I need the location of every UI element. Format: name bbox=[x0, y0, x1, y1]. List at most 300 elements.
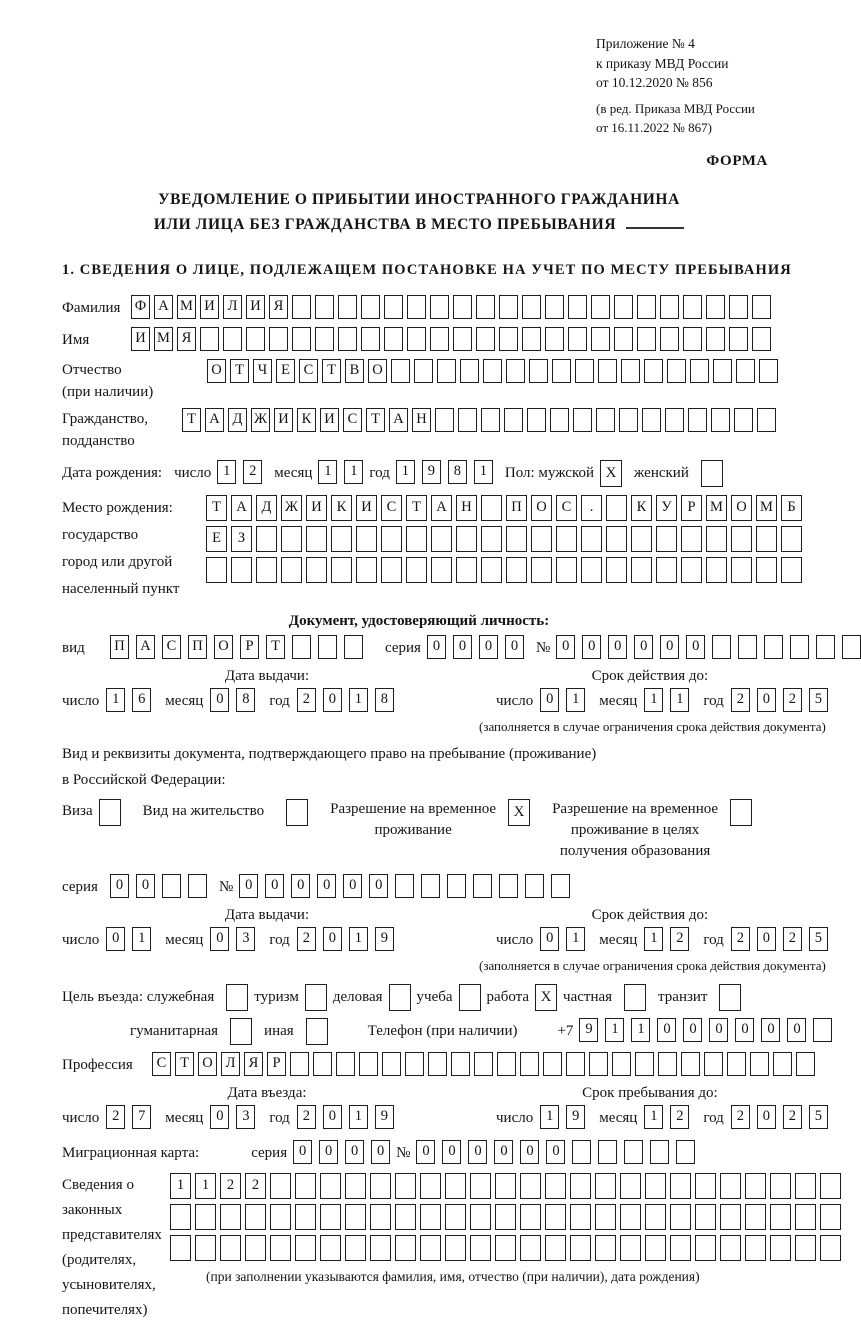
char-box[interactable]: А bbox=[154, 295, 173, 319]
char-box[interactable] bbox=[759, 359, 778, 383]
char-box[interactable] bbox=[665, 408, 684, 432]
char-box[interactable]: 8 bbox=[236, 688, 255, 712]
char-box[interactable] bbox=[635, 1052, 654, 1076]
char-box[interactable] bbox=[614, 327, 633, 351]
char-box[interactable]: 1 bbox=[474, 460, 493, 484]
char-box[interactable]: С bbox=[162, 635, 181, 659]
char-box[interactable]: 0 bbox=[505, 635, 524, 659]
char-box[interactable]: 9 bbox=[566, 1105, 585, 1129]
char-box[interactable] bbox=[656, 526, 677, 552]
char-box[interactable] bbox=[543, 1052, 562, 1076]
char-box[interactable]: 0 bbox=[371, 1140, 390, 1164]
char-box[interactable] bbox=[481, 526, 502, 552]
char-box[interactable] bbox=[695, 1173, 716, 1199]
char-box[interactable] bbox=[706, 295, 725, 319]
char-box[interactable] bbox=[470, 1204, 491, 1230]
char-box[interactable]: 2 bbox=[670, 927, 689, 951]
char-box[interactable] bbox=[456, 526, 477, 552]
char-box[interactable] bbox=[683, 295, 702, 319]
char-box[interactable] bbox=[370, 1204, 391, 1230]
temp-residence-edu-checkbox[interactable] bbox=[730, 799, 752, 826]
char-box[interactable] bbox=[481, 408, 500, 432]
purpose-work-checkbox[interactable]: X bbox=[535, 984, 557, 1011]
char-box[interactable] bbox=[395, 1173, 416, 1199]
char-box[interactable]: А bbox=[389, 408, 408, 432]
char-box[interactable] bbox=[473, 874, 492, 898]
char-box[interactable] bbox=[525, 874, 544, 898]
char-box[interactable] bbox=[598, 1140, 617, 1164]
char-box[interactable] bbox=[520, 1204, 541, 1230]
char-box[interactable] bbox=[660, 327, 679, 351]
char-box[interactable]: 0 bbox=[265, 874, 284, 898]
char-box[interactable] bbox=[731, 526, 752, 552]
char-box[interactable]: П bbox=[188, 635, 207, 659]
char-box[interactable] bbox=[552, 359, 571, 383]
char-box[interactable] bbox=[650, 1140, 669, 1164]
char-box[interactable]: 0 bbox=[323, 1105, 342, 1129]
char-box[interactable] bbox=[447, 874, 466, 898]
char-box[interactable]: 1 bbox=[132, 927, 151, 951]
char-box[interactable]: 0 bbox=[634, 635, 653, 659]
char-box[interactable] bbox=[738, 635, 757, 659]
char-box[interactable] bbox=[706, 327, 725, 351]
char-box[interactable]: 1 bbox=[644, 688, 663, 712]
char-box[interactable] bbox=[437, 359, 456, 383]
char-box[interactable] bbox=[720, 1235, 741, 1261]
char-box[interactable] bbox=[712, 635, 731, 659]
char-box[interactable] bbox=[269, 327, 288, 351]
char-box[interactable]: 1 bbox=[349, 927, 368, 951]
char-box[interactable] bbox=[460, 359, 479, 383]
char-box[interactable] bbox=[731, 557, 752, 583]
char-box[interactable]: 9 bbox=[375, 1105, 394, 1129]
char-box[interactable] bbox=[504, 408, 523, 432]
char-box[interactable]: Т bbox=[230, 359, 249, 383]
char-box[interactable]: Ф bbox=[131, 295, 150, 319]
char-box[interactable] bbox=[458, 408, 477, 432]
char-box[interactable] bbox=[790, 635, 809, 659]
char-box[interactable]: 1 bbox=[396, 460, 415, 484]
char-box[interactable] bbox=[595, 1173, 616, 1199]
char-box[interactable] bbox=[345, 1204, 366, 1230]
char-box[interactable] bbox=[581, 557, 602, 583]
char-box[interactable] bbox=[734, 408, 753, 432]
char-box[interactable] bbox=[591, 327, 610, 351]
char-box[interactable] bbox=[406, 557, 427, 583]
char-box[interactable] bbox=[756, 557, 777, 583]
char-box[interactable]: 9 bbox=[375, 927, 394, 951]
char-box[interactable] bbox=[499, 327, 518, 351]
char-box[interactable] bbox=[781, 526, 802, 552]
char-box[interactable] bbox=[345, 1235, 366, 1261]
char-box[interactable] bbox=[292, 635, 311, 659]
char-box[interactable]: Т bbox=[266, 635, 285, 659]
char-box[interactable] bbox=[435, 408, 454, 432]
char-box[interactable]: К bbox=[631, 495, 652, 521]
char-box[interactable]: 0 bbox=[479, 635, 498, 659]
char-box[interactable] bbox=[344, 635, 363, 659]
char-box[interactable]: 1 bbox=[349, 688, 368, 712]
char-box[interactable] bbox=[245, 1204, 266, 1230]
char-box[interactable] bbox=[170, 1235, 191, 1261]
char-box[interactable] bbox=[531, 557, 552, 583]
char-box[interactable] bbox=[338, 295, 357, 319]
char-box[interactable] bbox=[591, 295, 610, 319]
char-box[interactable] bbox=[656, 557, 677, 583]
char-box[interactable]: 0 bbox=[520, 1140, 539, 1164]
char-box[interactable] bbox=[752, 327, 771, 351]
char-box[interactable] bbox=[382, 1052, 401, 1076]
char-box[interactable]: 1 bbox=[644, 1105, 663, 1129]
char-box[interactable] bbox=[795, 1235, 816, 1261]
char-box[interactable] bbox=[770, 1204, 791, 1230]
char-box[interactable] bbox=[619, 408, 638, 432]
char-box[interactable]: Б bbox=[781, 495, 802, 521]
char-box[interactable] bbox=[706, 557, 727, 583]
char-box[interactable]: 1 bbox=[631, 1018, 650, 1042]
char-box[interactable]: 0 bbox=[468, 1140, 487, 1164]
char-box[interactable] bbox=[292, 327, 311, 351]
char-box[interactable] bbox=[481, 557, 502, 583]
char-box[interactable] bbox=[245, 1235, 266, 1261]
char-box[interactable] bbox=[281, 557, 302, 583]
char-box[interactable] bbox=[453, 327, 472, 351]
char-box[interactable]: А bbox=[431, 495, 452, 521]
char-box[interactable] bbox=[395, 874, 414, 898]
char-box[interactable] bbox=[795, 1204, 816, 1230]
char-box[interactable] bbox=[495, 1204, 516, 1230]
char-box[interactable] bbox=[556, 557, 577, 583]
char-box[interactable]: 0 bbox=[136, 874, 155, 898]
char-box[interactable] bbox=[683, 327, 702, 351]
char-box[interactable] bbox=[631, 526, 652, 552]
char-box[interactable]: М bbox=[154, 327, 173, 351]
char-box[interactable] bbox=[270, 1204, 291, 1230]
char-box[interactable] bbox=[414, 359, 433, 383]
char-box[interactable] bbox=[550, 408, 569, 432]
char-box[interactable] bbox=[676, 1140, 695, 1164]
char-box[interactable] bbox=[195, 1235, 216, 1261]
char-box[interactable]: 1 bbox=[106, 688, 125, 712]
purpose-official-checkbox[interactable] bbox=[226, 984, 248, 1011]
char-box[interactable] bbox=[522, 295, 541, 319]
char-box[interactable]: Ж bbox=[281, 495, 302, 521]
char-box[interactable]: 0 bbox=[787, 1018, 806, 1042]
char-box[interactable]: 0 bbox=[686, 635, 705, 659]
char-box[interactable] bbox=[620, 1235, 641, 1261]
char-box[interactable]: О bbox=[531, 495, 552, 521]
char-box[interactable] bbox=[729, 327, 748, 351]
char-box[interactable]: О bbox=[368, 359, 387, 383]
char-box[interactable]: Д bbox=[256, 495, 277, 521]
char-box[interactable] bbox=[745, 1204, 766, 1230]
char-box[interactable] bbox=[570, 1173, 591, 1199]
char-box[interactable] bbox=[637, 327, 656, 351]
char-box[interactable]: Н bbox=[412, 408, 431, 432]
char-box[interactable]: 8 bbox=[448, 460, 467, 484]
char-box[interactable]: 2 bbox=[245, 1173, 266, 1199]
purpose-other-checkbox[interactable] bbox=[306, 1018, 328, 1045]
char-box[interactable]: В bbox=[345, 359, 364, 383]
char-box[interactable]: Ж bbox=[251, 408, 270, 432]
char-box[interactable]: 1 bbox=[170, 1173, 191, 1199]
char-box[interactable]: М bbox=[177, 295, 196, 319]
char-box[interactable]: 0 bbox=[239, 874, 258, 898]
char-box[interactable]: 5 bbox=[809, 1105, 828, 1129]
char-box[interactable]: 1 bbox=[670, 688, 689, 712]
char-box[interactable] bbox=[495, 1173, 516, 1199]
char-box[interactable] bbox=[695, 1204, 716, 1230]
char-box[interactable] bbox=[481, 495, 502, 521]
char-box[interactable] bbox=[445, 1204, 466, 1230]
char-box[interactable] bbox=[384, 295, 403, 319]
char-box[interactable] bbox=[356, 557, 377, 583]
char-box[interactable] bbox=[428, 1052, 447, 1076]
char-box[interactable]: 0 bbox=[319, 1140, 338, 1164]
char-box[interactable] bbox=[606, 495, 627, 521]
char-box[interactable]: 0 bbox=[427, 635, 446, 659]
char-box[interactable]: Т bbox=[406, 495, 427, 521]
char-box[interactable]: 0 bbox=[110, 874, 129, 898]
char-box[interactable]: 2 bbox=[783, 1105, 802, 1129]
char-box[interactable] bbox=[720, 1204, 741, 1230]
char-box[interactable]: 3 bbox=[236, 927, 255, 951]
char-box[interactable] bbox=[745, 1235, 766, 1261]
purpose-transit-checkbox[interactable] bbox=[719, 984, 741, 1011]
char-box[interactable] bbox=[495, 1235, 516, 1261]
char-box[interactable] bbox=[670, 1204, 691, 1230]
char-box[interactable]: 0 bbox=[317, 874, 336, 898]
char-box[interactable] bbox=[551, 874, 570, 898]
char-box[interactable] bbox=[620, 1173, 641, 1199]
char-box[interactable]: Е bbox=[276, 359, 295, 383]
char-box[interactable] bbox=[476, 295, 495, 319]
char-box[interactable]: 2 bbox=[783, 688, 802, 712]
char-box[interactable]: А bbox=[205, 408, 224, 432]
char-box[interactable] bbox=[820, 1235, 841, 1261]
char-box[interactable] bbox=[356, 526, 377, 552]
char-box[interactable]: 2 bbox=[670, 1105, 689, 1129]
char-box[interactable] bbox=[820, 1173, 841, 1199]
residence-permit-checkbox[interactable] bbox=[286, 799, 308, 826]
char-box[interactable] bbox=[336, 1052, 355, 1076]
char-box[interactable]: 1 bbox=[349, 1105, 368, 1129]
char-box[interactable]: С bbox=[343, 408, 362, 432]
char-box[interactable] bbox=[421, 874, 440, 898]
char-box[interactable] bbox=[773, 1052, 792, 1076]
char-box[interactable] bbox=[246, 327, 265, 351]
char-box[interactable] bbox=[704, 1052, 723, 1076]
char-box[interactable]: П bbox=[110, 635, 129, 659]
char-box[interactable]: У bbox=[656, 495, 677, 521]
char-box[interactable]: И bbox=[274, 408, 293, 432]
char-box[interactable]: 3 bbox=[236, 1105, 255, 1129]
char-box[interactable]: 2 bbox=[243, 460, 262, 484]
char-box[interactable] bbox=[506, 557, 527, 583]
char-box[interactable] bbox=[595, 1204, 616, 1230]
char-box[interactable]: 5 bbox=[809, 688, 828, 712]
char-box[interactable] bbox=[529, 359, 548, 383]
char-box[interactable] bbox=[281, 526, 302, 552]
char-box[interactable]: Д bbox=[228, 408, 247, 432]
char-box[interactable] bbox=[637, 295, 656, 319]
char-box[interactable]: Я bbox=[244, 1052, 263, 1076]
char-box[interactable] bbox=[720, 1173, 741, 1199]
char-box[interactable] bbox=[531, 526, 552, 552]
char-box[interactable]: 1 bbox=[605, 1018, 624, 1042]
char-box[interactable] bbox=[752, 295, 771, 319]
char-box[interactable] bbox=[644, 359, 663, 383]
char-box[interactable]: И bbox=[356, 495, 377, 521]
purpose-study-checkbox[interactable] bbox=[459, 984, 481, 1011]
char-box[interactable]: Р bbox=[267, 1052, 286, 1076]
char-box[interactable]: Р bbox=[681, 495, 702, 521]
char-box[interactable] bbox=[220, 1235, 241, 1261]
char-box[interactable]: 2 bbox=[297, 688, 316, 712]
char-box[interactable] bbox=[606, 557, 627, 583]
char-box[interactable]: 2 bbox=[220, 1173, 241, 1199]
char-box[interactable] bbox=[430, 295, 449, 319]
char-box[interactable] bbox=[727, 1052, 746, 1076]
char-box[interactable]: 0 bbox=[546, 1140, 565, 1164]
char-box[interactable] bbox=[566, 1052, 585, 1076]
char-box[interactable] bbox=[842, 635, 861, 659]
char-box[interactable] bbox=[474, 1052, 493, 1076]
char-box[interactable]: 1 bbox=[566, 927, 585, 951]
char-box[interactable] bbox=[624, 1140, 643, 1164]
char-box[interactable] bbox=[200, 327, 219, 351]
char-box[interactable] bbox=[581, 526, 602, 552]
char-box[interactable]: 1 bbox=[344, 460, 363, 484]
char-box[interactable] bbox=[681, 557, 702, 583]
char-box[interactable] bbox=[170, 1204, 191, 1230]
char-box[interactable]: 0 bbox=[757, 688, 776, 712]
char-box[interactable]: 0 bbox=[323, 688, 342, 712]
char-box[interactable]: 1 bbox=[644, 927, 663, 951]
char-box[interactable]: 6 bbox=[132, 688, 151, 712]
char-box[interactable] bbox=[645, 1235, 666, 1261]
char-box[interactable] bbox=[575, 359, 594, 383]
char-box[interactable] bbox=[681, 526, 702, 552]
char-box[interactable] bbox=[612, 1052, 631, 1076]
char-box[interactable]: 2 bbox=[731, 927, 750, 951]
char-box[interactable]: 0 bbox=[757, 927, 776, 951]
char-box[interactable] bbox=[270, 1173, 291, 1199]
char-box[interactable] bbox=[820, 1204, 841, 1230]
char-box[interactable] bbox=[456, 557, 477, 583]
char-box[interactable] bbox=[206, 557, 227, 583]
char-box[interactable]: Н bbox=[456, 495, 477, 521]
title-blank-field[interactable] bbox=[626, 213, 684, 229]
char-box[interactable] bbox=[361, 327, 380, 351]
char-box[interactable] bbox=[295, 1173, 316, 1199]
char-box[interactable]: 2 bbox=[297, 927, 316, 951]
char-box[interactable]: Л bbox=[221, 1052, 240, 1076]
char-box[interactable] bbox=[381, 526, 402, 552]
char-box[interactable] bbox=[384, 327, 403, 351]
char-box[interactable]: 9 bbox=[579, 1018, 598, 1042]
char-box[interactable] bbox=[453, 295, 472, 319]
char-box[interactable]: Т bbox=[366, 408, 385, 432]
char-box[interactable]: С bbox=[556, 495, 577, 521]
char-box[interactable] bbox=[395, 1204, 416, 1230]
char-box[interactable] bbox=[331, 557, 352, 583]
char-box[interactable]: О bbox=[198, 1052, 217, 1076]
char-box[interactable] bbox=[589, 1052, 608, 1076]
char-box[interactable]: И bbox=[200, 295, 219, 319]
char-box[interactable] bbox=[570, 1204, 591, 1230]
char-box[interactable]: 0 bbox=[540, 927, 559, 951]
char-box[interactable] bbox=[470, 1173, 491, 1199]
char-box[interactable] bbox=[527, 408, 546, 432]
char-box[interactable] bbox=[781, 557, 802, 583]
char-box[interactable] bbox=[745, 1173, 766, 1199]
char-box[interactable]: 2 bbox=[297, 1105, 316, 1129]
char-box[interactable] bbox=[420, 1173, 441, 1199]
char-box[interactable]: 0 bbox=[660, 635, 679, 659]
char-box[interactable] bbox=[270, 1235, 291, 1261]
char-box[interactable]: 0 bbox=[556, 635, 575, 659]
char-box[interactable]: 1 bbox=[195, 1173, 216, 1199]
char-box[interactable] bbox=[667, 359, 686, 383]
char-box[interactable]: М bbox=[756, 495, 777, 521]
char-box[interactable]: 0 bbox=[442, 1140, 461, 1164]
char-box[interactable]: 2 bbox=[783, 927, 802, 951]
char-box[interactable] bbox=[445, 1173, 466, 1199]
char-box[interactable]: С bbox=[299, 359, 318, 383]
char-box[interactable] bbox=[816, 635, 835, 659]
char-box[interactable] bbox=[570, 1235, 591, 1261]
char-box[interactable] bbox=[770, 1173, 791, 1199]
char-box[interactable] bbox=[220, 1204, 241, 1230]
char-box[interactable] bbox=[645, 1204, 666, 1230]
char-box[interactable] bbox=[407, 327, 426, 351]
char-box[interactable]: 0 bbox=[293, 1140, 312, 1164]
char-box[interactable] bbox=[320, 1235, 341, 1261]
char-box[interactable] bbox=[520, 1235, 541, 1261]
char-box[interactable] bbox=[545, 1204, 566, 1230]
char-box[interactable]: Л bbox=[223, 295, 242, 319]
char-box[interactable] bbox=[568, 295, 587, 319]
char-box[interactable] bbox=[295, 1204, 316, 1230]
char-box[interactable] bbox=[695, 1235, 716, 1261]
temp-residence-checkbox[interactable]: X bbox=[508, 799, 530, 826]
char-box[interactable] bbox=[690, 359, 709, 383]
char-box[interactable] bbox=[256, 526, 277, 552]
char-box[interactable] bbox=[223, 327, 242, 351]
char-box[interactable]: 0 bbox=[343, 874, 362, 898]
char-box[interactable] bbox=[506, 526, 527, 552]
char-box[interactable] bbox=[595, 1235, 616, 1261]
char-box[interactable]: З bbox=[231, 526, 252, 552]
char-box[interactable] bbox=[606, 526, 627, 552]
char-box[interactable]: 0 bbox=[210, 927, 229, 951]
char-box[interactable] bbox=[320, 1204, 341, 1230]
char-box[interactable]: 0 bbox=[345, 1140, 364, 1164]
char-box[interactable] bbox=[756, 526, 777, 552]
char-box[interactable] bbox=[420, 1235, 441, 1261]
char-box[interactable] bbox=[476, 327, 495, 351]
char-box[interactable]: С bbox=[152, 1052, 171, 1076]
char-box[interactable]: Т bbox=[322, 359, 341, 383]
char-box[interactable]: Р bbox=[240, 635, 259, 659]
char-box[interactable]: 5 bbox=[809, 927, 828, 951]
char-box[interactable] bbox=[445, 1235, 466, 1261]
char-box[interactable] bbox=[306, 557, 327, 583]
char-box[interactable] bbox=[573, 408, 592, 432]
sex-female-checkbox[interactable] bbox=[701, 460, 723, 487]
char-box[interactable] bbox=[631, 557, 652, 583]
